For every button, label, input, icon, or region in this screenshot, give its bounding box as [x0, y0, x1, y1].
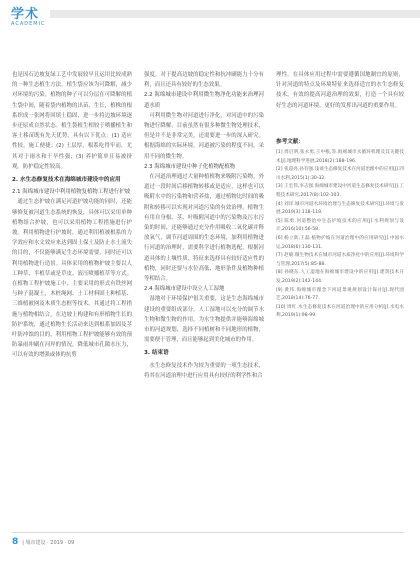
- paragraph: 湿地对于环境保护很关重要，这是生态海绵城市建设的重要组成部分，人工湿地可以充分的调节水生物和微生物的作用，为水生物提供并能够海绵城市的河道规划，选择不同植树和不同地形的植物，需要便于管理，而且能够起到美化城市的作用。: [144, 296, 264, 344]
- column-right: [276, 70, 404, 321]
- journal-logo: [11, 8, 46, 27]
- section-heading: 2. 水生态修复技术在海绵城市建设中的应用: [12, 177, 121, 184]
- reference-item: [8] 孙晓东.人工湿地在海绵城市建设中的应用[J].建筑技术开发,2019(2):142-144.: [276, 270, 404, 284]
- page-number: 8: [12, 537, 19, 547]
- reference-item: [7] 赵敏.微生物技术在城市河道水质净化中的应用[J].环境科学与管理,2017(5):85-88.: [276, 253, 404, 267]
- reference-item: [2] 张超亮,孙有强.浅谈生态修复技术在河道治理中的应用[J].四川水利,2015(1):30-32.: [276, 167, 404, 181]
- reference-item: [10] 周红.水生态修复技术在河道治理中的应用分析[J].水电水利,2019(1):98-99.: [276, 304, 404, 319]
- subsection-heading: 2.3 海绵城市建设中种子化植物配植物: [144, 163, 236, 170]
- paragraph: 通过生态护坡在满足河道护坡功能的同时，还能够修复被河道生态系统的恢复，具体可以采用单种植物组合护坡，也可以采用植物工程措施进行护坡。利用植物进行护坡时，通过利用植被根系的力学效应和水文效应来达到固土保土及防止水土流失的目的，不仅能够满足生态环境需要，同时还可以利用植物进行造景。具体采用的植物护坡主要以人工种草、半植草或是草皮、液压喷播植草等方式。在植物工程护坡施工中，主要采用的形式有铁丝网与种子混凝土，木桩绳网、土工材料固土种植基、三维植被网及木质生态框等技术。其通过将工程措施与植物相结合，在边坡上构建和有形植物生长的防护系统，通过植物生长活动来达到根系加固及茎叶防冲蚀的目的，利用植物工程护坡能够有效的预防暴雨冲刷在河岸的情况，降低城市孔隙水压力，可以有效的增强或体的抗剪: [12, 199, 132, 359]
- reference-item: [9] 黄伟.海绵城市理念下河道景观规划设计探讨[J].现代园艺,2018(14):76-77.: [276, 287, 404, 302]
- paragraph: 在河道治理通过大量种植植物来吸附污染物，外道过一段时间后移植物转移或是适应，这样也可以吸附水中的污染物和营养盐，通过植物比时间的吸附和转移可以实现对河道污染的有效治理。植物生有用自身根、茎、叶吸附河道中的污染物及污水污染的时间，还能够通过充分作用吸收二氧化碳并释放氧气，调节河道周围的生态环境，加利用植物进行河道的治理时，需要科学进行植物选配，根据河道具体的土壤性质、特征来选择具有较好适应性的植物，同时还要与水位高低、地形条件及植物种植等相结合。: [144, 174, 264, 283]
- reference-item: [4] 刘洋.城市河道水环境治理与生态修复技术研究[J].环境与发展,2019(3):118-119.: [276, 201, 404, 216]
- header-bar: [50, 10, 420, 18]
- section-heading: 3. 结束语: [144, 350, 169, 357]
- page-footer: [12, 537, 74, 547]
- paragraph: 也是因石边坡复绿工艺中发展较早且运用比较成熟的一种生态植生方法。植生袋应该为可降解，减少对环境的污染。植物的种子可以分层在可降解的植生袋中间，随着袋内植物的出苗、生长，植株的根系织成一张网将回填土稳固，进一步将边坡环境逐步还原成自然状态。植生袋植生相较于喷播植生和客土移苗既有先天优势，具有以下优点：(1) 适应性较，施工便捷；(2) 土层厚，根系吃得牢而，尤其对于雨水和干旱性强；(3) 养护简单且易被挤观。防护稳定性较高。: [12, 72, 132, 170]
- reference-item: [6] 杨立新,王磊.植物护坡在河道治理中的应用研究[J].中国水运,2018(6):130-131.: [276, 235, 404, 250]
- paragraph: 可利用微生物对河道进行净化，对河道中的污染物进行降解，目前虽然有很多种微生物处理技术，但是并不是非常完美，还需要进一步的深入研究。根据海绵的实际环境，河道被污染的程度不同，采用不同的微生物。: [144, 112, 264, 160]
- references-title: 参考文献：: [276, 138, 304, 145]
- reference-item: [3] 王宏伟,李志强.海绵城市建设中河道生态修复技术研究[J].工程技术研究,2017(8):102-103.: [276, 184, 404, 198]
- column-middle: [144, 70, 264, 381]
- reference-item: [1] 周启明,张永勇,王中根,等.海绵城市水循环机理及其关键技术[J].地理科学进展,2018(2):188-196.: [276, 150, 404, 164]
- subsection-heading: 2.1 海绵城市建设中利用植物复植物工程进行护坡: [12, 189, 131, 196]
- paragraph: 理性。在具体应用过程中需要遵循国地制宜的原则，针对河道的特点及环境特征来选择适宜的水生态修复技术，有效的提高河道治理的效果，打造一个具有较好生态的河道环境，更好的发挥出河道的重要作用。: [276, 72, 404, 109]
- issue-info: | 城市建设 · 2019 · 09: [22, 540, 75, 546]
- footer-divider: [12, 532, 404, 533]
- column-left: [12, 70, 132, 361]
- reference-item: [5] 陈勇.河道整治中生态护坡技术的应用[J].水利规划与设计,2016(10):56-58.: [276, 218, 404, 233]
- paragraph: 强度。对于提高边坡的稳定性和抗冲刷能力十分有利，而且还具有较好的生态效果。: [144, 72, 264, 89]
- subsection-heading: 2.2 海绵城市建设中利用微生物净化功能来治理河道水质: [144, 92, 264, 109]
- subsection-heading: 2.4 海绵城市建设中设立人工湿地: [144, 286, 225, 293]
- paragraph: 水生态修复技术作为较为重要的一项生态技术，将其在河道治理中进行应用具有较好的利学性和合: [144, 362, 264, 379]
- logo-chinese: 学术: [11, 7, 40, 22]
- references: [276, 137, 404, 321]
- logo-english: ACADEMIC: [11, 21, 46, 27]
